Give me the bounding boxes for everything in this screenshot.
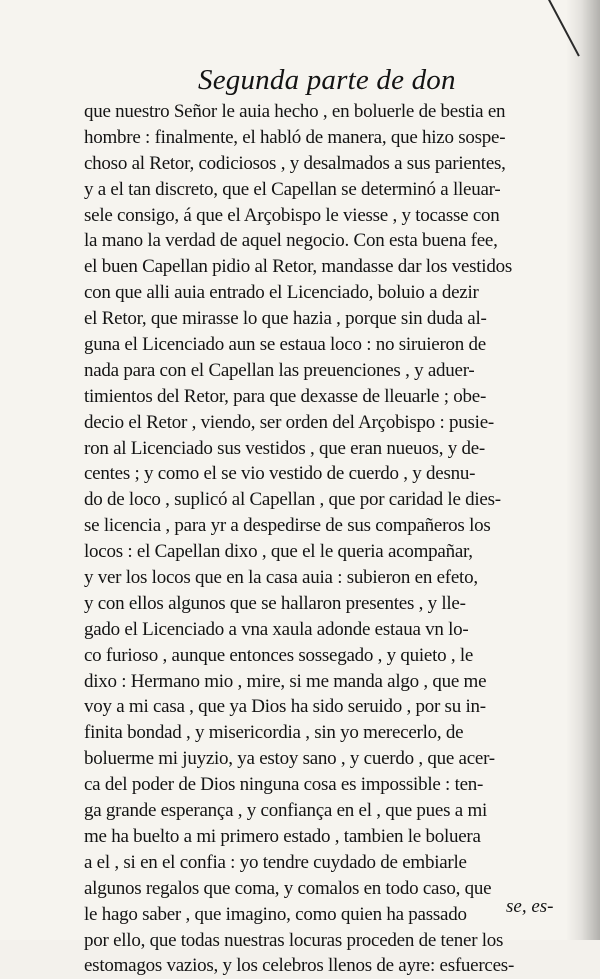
text-line: nada para con el Capellan las preuenciones , y aduer- bbox=[84, 359, 475, 381]
text-line: se licencia , para yr a despedirse de sus compañeros los bbox=[84, 515, 491, 537]
catchword: se, es- bbox=[506, 896, 554, 917]
text-line: estomagos vazios, y los celebros llenos de ayre: esfuerces- bbox=[84, 955, 515, 977]
spine-shadow bbox=[566, 0, 600, 940]
text-line: locos : el Capellan dixo , que el le queria acompañar, bbox=[84, 541, 473, 563]
text-line: con que alli auia entrado el Licenciado, boluio a dezir bbox=[84, 282, 479, 304]
text-line: me ha buelto a mi primero estado , tambien le boluera bbox=[84, 825, 481, 847]
text-line: boluerme mi juyzio, ya estoy sano , y cuerdo , que acer- bbox=[84, 748, 495, 770]
text-line: hombre : finalmente, el habló de manera, que hizo sospe- bbox=[84, 126, 506, 148]
text-line: y ver los locos que en la casa auia : subieron en efeto, bbox=[84, 567, 478, 589]
text-line: el Retor, que mirasse lo que hazia , porque sin duda al- bbox=[84, 308, 487, 330]
text-line: decio el Retor , viendo, ser orden del Arçobispo : pusie- bbox=[84, 411, 494, 433]
text-line: le hago saber , que imagino, como quien ha passado bbox=[84, 903, 467, 925]
text-line: dixo : Hermano mio , mire, si me manda algo , que me bbox=[84, 670, 487, 692]
text-line: voy a mi casa , que ya Dios ha sido seruido , por su in- bbox=[84, 696, 486, 718]
text-line: ga grande esperança , y confiança en el , que pues a mi bbox=[84, 800, 487, 822]
text-line: finita bondad , y misericordia , sin yo merecerlo, de bbox=[84, 722, 464, 744]
text-line: guna el Licenciado aun se estaua loco : no siruieron de bbox=[84, 334, 486, 356]
text-line: ca del poder de Dios ninguna cosa es impossible : ten- bbox=[84, 774, 484, 796]
text-line: que nuestro Señor le auia hecho , en boluerle de bestia en bbox=[84, 101, 506, 122]
body-text bbox=[84, 99, 570, 979]
text-line: do de loco , suplicó al Capellan , que por caridad le dies- bbox=[84, 489, 501, 511]
text-line: por ello, que todas nuestras locuras proceden de tener los bbox=[84, 929, 504, 951]
text-line: timientos del Retor, para que dexasse de lleuarle ; obe- bbox=[84, 385, 487, 407]
text-line: y a el tan discreto, que el Capellan se determinó a lleuar- bbox=[84, 178, 501, 200]
running-head: Segunda parte de don bbox=[198, 64, 456, 96]
text-line: gado el Licenciado a vna xaula adonde estaua vn lo- bbox=[84, 618, 469, 640]
text-line: la mano la verdad de aquel negocio. Con esta buena fee, bbox=[84, 230, 498, 252]
text-line: y con ellos algunos que se hallaron presentes , y lle- bbox=[84, 592, 466, 614]
text-line: centes ; y como el se vio vestido de cuerdo , y desnu- bbox=[84, 463, 476, 485]
text-line: sele consigo, á que el Arçobispo le viesse , y tocasse con bbox=[84, 204, 500, 226]
text-line: ron al Licenciado sus vestidos , que eran nueuos, y de- bbox=[84, 437, 485, 459]
text-line: choso al Retor, codiciosos , y desalmados a sus parientes, bbox=[84, 152, 506, 174]
text-line: co furioso , aunque entonces sossegado , y quieto , le bbox=[84, 644, 474, 666]
text-line: el buen Capellan pidio al Retor, mandasse dar los vestidos bbox=[84, 256, 512, 278]
text-line: a el , si en el confia : yo tendre cuydado de embiarle bbox=[84, 851, 467, 873]
text-line: algunos regalos que coma, y comalos en todo caso, que bbox=[84, 877, 492, 899]
